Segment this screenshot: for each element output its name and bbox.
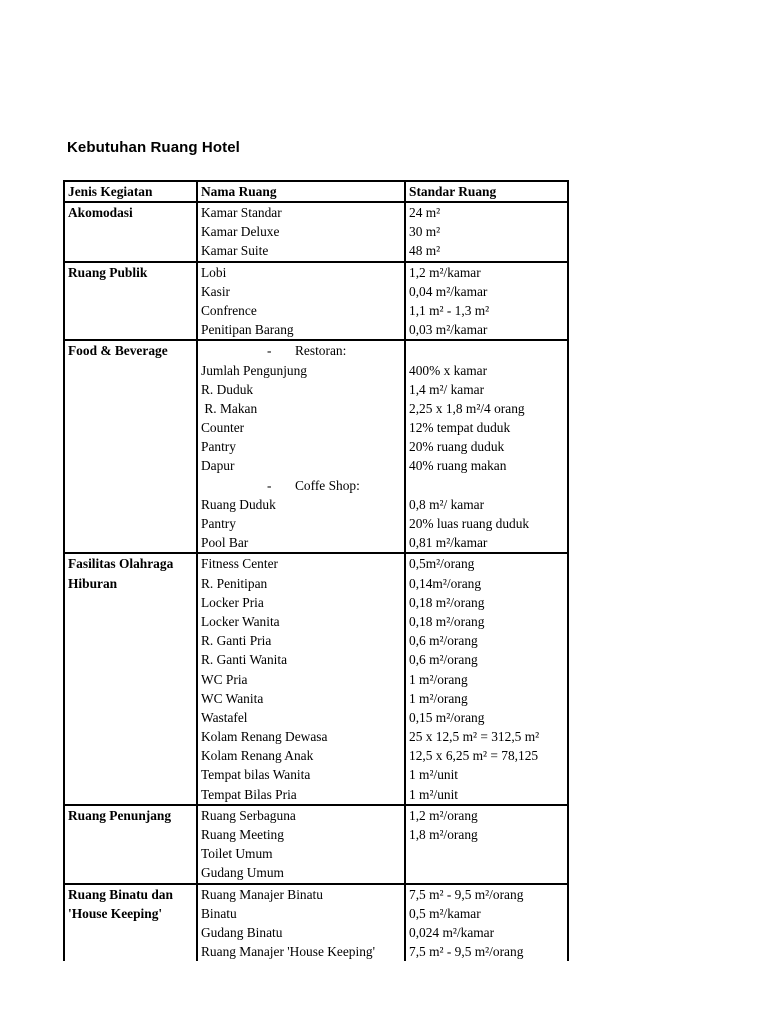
category-label: Hiburan — [68, 575, 118, 591]
category-label: 'House Keeping' — [68, 905, 163, 921]
room-name: Locker Wanita — [201, 613, 280, 629]
room-name: R. Ganti Wanita — [201, 652, 288, 668]
table-row — [64, 340, 568, 553]
table-row — [64, 884, 568, 962]
category-label: Akomodasi — [68, 205, 133, 220]
room-name-cell — [197, 884, 405, 962]
subsection-label — [201, 476, 404, 495]
category-cell — [64, 340, 197, 553]
room-standard: 0,8 m²/ kamar — [409, 496, 485, 512]
room-standard-cell — [405, 202, 568, 262]
room-name: Pantry — [201, 516, 236, 531]
room-name: Pool Bar — [201, 535, 249, 551]
room-name-cell — [197, 805, 405, 884]
room-name: Ruang Serbaguna — [201, 807, 296, 823]
room-name: Ruang Duduk — [201, 496, 276, 512]
room-standard: 12,5 x 6,25 m² = 78,125 — [409, 748, 539, 764]
room-standard-cell — [405, 553, 568, 804]
list-dash: - — [267, 477, 272, 493]
subsection-text: Coffe Shop: — [295, 477, 360, 493]
room-name: R. Penitipan — [201, 575, 268, 591]
room-name: Kamar Standar — [201, 205, 282, 220]
room-name: Gudang Umum — [201, 865, 284, 881]
room-name: Jumlah Pengunjung — [201, 362, 308, 378]
category-label: Ruang Publik — [68, 264, 148, 280]
room-name: WC Pria — [201, 671, 248, 687]
room-name: Ruang Manajer Binatu — [201, 886, 323, 902]
category-group — [64, 884, 568, 962]
category-group — [64, 805, 568, 884]
room-name-cell — [197, 340, 405, 553]
room-standard: 0,14m²/orang — [409, 575, 482, 591]
room-standard: 1,1 m² - 1,3 m² — [409, 302, 490, 318]
category-group — [64, 262, 568, 341]
category-label: Ruang Binatu dan — [68, 886, 173, 902]
room-name: Counter — [201, 420, 245, 436]
room-name: Toilet Umum — [201, 846, 273, 862]
room-standard: 0,15 m²/orang — [409, 709, 485, 725]
room-name: Kasir — [201, 283, 231, 299]
category-cell — [64, 805, 197, 884]
room-name-cell — [197, 262, 405, 341]
room-standard: 0,03 m²/kamar — [409, 322, 488, 338]
room-standard — [409, 863, 567, 882]
room-standard-cell — [405, 884, 568, 962]
header-jenis-kegiatan: Jenis Kegiatan — [64, 181, 197, 202]
room-name: Wastafel — [201, 709, 248, 725]
category-cell — [64, 262, 197, 341]
room-standard: 24 m² — [409, 205, 441, 220]
category-label: Fasilitas Olahraga — [68, 556, 174, 572]
room-standard: 1,2 m²/kamar — [409, 264, 481, 280]
room-standard-cell — [405, 340, 568, 553]
room-name: R. Duduk — [201, 381, 254, 397]
room-standard: 2,25 x 1,8 m²/4 orang — [409, 400, 525, 416]
room-standard: 0,6 m²/orang — [409, 633, 478, 649]
room-standard: 1 m²/unit — [409, 767, 459, 783]
room-standard: 0,5 m²/kamar — [409, 905, 481, 921]
room-standard: 1 m²/unit — [409, 786, 459, 802]
room-standard-cell — [405, 262, 568, 341]
room-standard: 7,5 m² - 9,5 m²/orang — [409, 944, 524, 960]
room-name: Gudang Binatu — [201, 924, 283, 940]
category-group — [64, 553, 568, 804]
room-standard: 0,5m²/orang — [409, 556, 475, 572]
room-standard: 30 m² — [409, 224, 441, 240]
list-dash: - — [267, 343, 272, 359]
room-standard-cell — [405, 805, 568, 884]
room-name: WC Wanita — [201, 690, 264, 706]
table-row — [64, 805, 568, 884]
room-standard — [409, 844, 567, 863]
room-standard: 0,18 m²/orang — [409, 613, 485, 629]
room-name: Ruang Manajer 'House Keeping' — [201, 944, 376, 960]
subsection-text: Restoran: — [295, 343, 347, 359]
room-standard: 0,18 m²/orang — [409, 594, 485, 610]
category-label: Ruang Penunjang — [68, 807, 172, 823]
room-name-cell — [197, 202, 405, 262]
room-name-cell — [197, 553, 405, 804]
room-name: Kolam Renang Dewasa — [201, 729, 328, 745]
category-group — [64, 202, 568, 262]
room-standard: 25 x 12,5 m² = 312,5 m² — [409, 729, 540, 745]
room-standard: 1,2 m²/orang — [409, 807, 478, 823]
room-standard: 1 m²/orang — [409, 671, 468, 687]
room-standard: 0,024 m²/kamar — [409, 924, 495, 940]
table-row — [64, 553, 568, 804]
room-standard: 7,5 m² - 9,5 m²/orang — [409, 886, 524, 902]
room-name: Pantry — [201, 439, 236, 455]
room-name: Dapur — [201, 458, 235, 474]
room-name: Tempat bilas Wanita — [201, 767, 311, 783]
room-name: Binatu — [201, 905, 237, 921]
category-label: Food & Beverage — [68, 343, 168, 359]
header-nama-ruang: Nama Ruang — [197, 181, 405, 202]
room-name: Kolam Renang Anak — [201, 748, 314, 764]
header-row — [64, 181, 568, 202]
room-standard: 0,81 m²/kamar — [409, 535, 488, 551]
room-name: Fitness Center — [201, 556, 278, 572]
room-name: Confrence — [201, 302, 257, 318]
room-standard: 12% tempat duduk — [409, 420, 511, 436]
header-standar-ruang: Standar Ruang — [405, 181, 568, 202]
room-name: Tempat Bilas Pria — [201, 786, 297, 802]
category-cell — [64, 553, 197, 804]
room-name: R. Ganti Pria — [201, 633, 272, 649]
room-standard: 1,4 m²/ kamar — [409, 381, 485, 397]
room-standard: 20% ruang duduk — [409, 439, 505, 455]
category-cell — [64, 202, 197, 262]
page-title: Kebutuhan Ruang Hotel — [67, 139, 240, 156]
room-standard: 0,04 m²/kamar — [409, 283, 488, 299]
room-standard: 1 m²/orang — [409, 690, 468, 706]
room-name: Kamar Deluxe — [201, 224, 280, 240]
room-name: Penitipan Barang — [201, 322, 294, 338]
room-name: R. Makan — [201, 400, 258, 416]
table-row — [64, 202, 568, 262]
room-standard: 48 m² — [409, 243, 441, 259]
room-standard: 0,6 m²/orang — [409, 652, 478, 668]
room-standard — [409, 341, 567, 360]
room-name: Ruang Meeting — [201, 827, 284, 842]
table-row — [64, 262, 568, 341]
room-standard: 20% luas ruang duduk — [409, 516, 530, 531]
room-standard: 400% x kamar — [409, 362, 488, 378]
room-standard: 1,8 m²/orang — [409, 827, 478, 842]
room-name: Lobi — [201, 264, 227, 280]
room-name: Kamar Suite — [201, 243, 269, 259]
room-name: Locker Pria — [201, 594, 264, 610]
subsection-label — [201, 341, 404, 360]
space-requirements-table — [63, 180, 569, 961]
room-standard: 40% ruang makan — [409, 458, 507, 474]
room-standard — [409, 476, 567, 495]
category-group — [64, 340, 568, 553]
category-cell — [64, 884, 197, 962]
